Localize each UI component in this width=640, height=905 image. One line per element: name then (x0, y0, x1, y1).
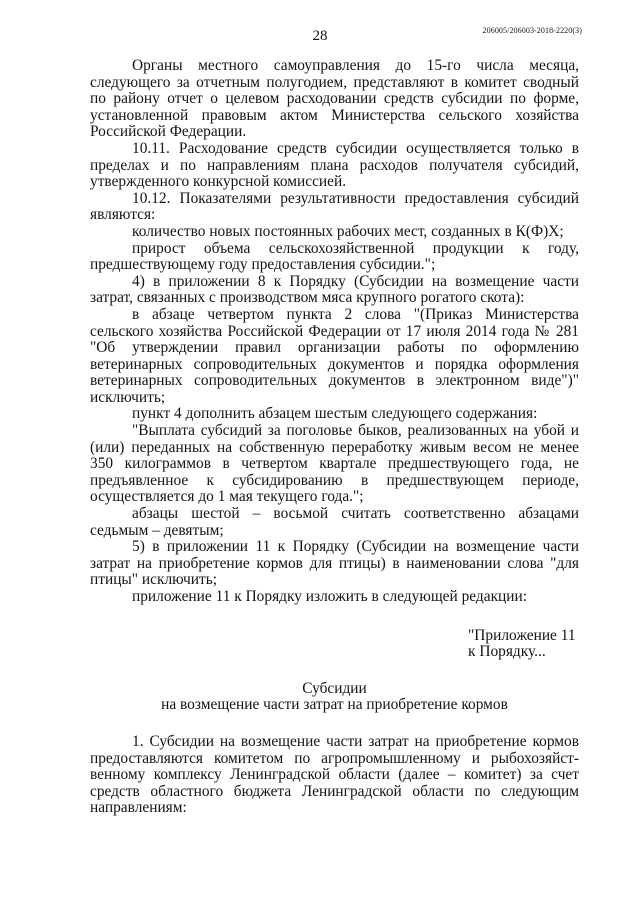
page-number: 28 (312, 28, 328, 44)
paragraph: прирост объема сельскохозяйственной продукции к году, предшествующему году предоставления субсидии."; (90, 239, 579, 274)
paragraph: 1. Субсидии на возмещение части затрат на приобретение кормов предоставляются комитетом по агропромышленному и рыбохозяйст-венному комплексу Ленинградской области (далее – комитет) за счет средств областного бюджета Ленинградской области по следующим направлениям: (90, 732, 579, 817)
paragraph: пункт 4 дополнить абзацем шестым следующего содержания: (132, 405, 538, 423)
appendix-reference-line: к Порядку... (468, 643, 546, 661)
appendix-reference-line: "Приложение 11 (468, 626, 576, 644)
section-subtitle: на возмещение части затрат на приобретение кормов (161, 696, 508, 714)
paragraph: абзацы шестой – восьмой считать соответственно абзацами седьмым – девятым; (90, 505, 579, 539)
paragraph: 5) в приложении 11 к Порядку (Субсидии на возмещение части затрат на приобретение кормов для птицы) в наименовании слова "для птицы" исключить; (90, 538, 579, 589)
paragraph: в абзаце четвертом пункта 2 слова "(Приказ Министерства сельского хозяйства Российской Федерации от 17 июля 2014 года № 281 "Об утверждении правил организации работы по оформлению ветеринарных сопроводительных документов и порядка оформления ветеринарных сопроводительных документов в электронном виде")" исключить; (90, 305, 579, 406)
paragraph: Органы местного самоуправления до 15-го числа месяца, следующего за отчетным полугодием, представляют в комитет сводный по району отчет о целевом расходовании средств субсидии по форме, установленной правовым актом Министерства сельского хозяйства Российской Федерации. (90, 57, 579, 141)
paragraph: "Выплата субсидий за поголовье быков, реализованных на убой и (или) переданных на собственную переработку живым весом не менее 350 килограммов в четвертом квартале предшествующего года, не предъявленное к субсидированию в предшествующем периоде, осуществляется до 1 мая текущего года."; (90, 422, 579, 506)
paragraph: количество новых постоянных рабочих мест, созданных в К(Ф)Х; (132, 222, 564, 240)
paragraph: приложение 11 к Порядку изложить в следующей редакции: (132, 588, 528, 605)
paragraph: 4) в приложении 8 к Порядку (Субсидии на возмещение части затрат, связанных с производством мяса крупного рогатого скота): (90, 272, 579, 307)
document-code: 206005/206003-2018-2220(3) (482, 26, 582, 35)
paragraph: 10.12. Показателями результативности предоставления субсидий являются: (90, 189, 579, 224)
section-title: Субсидии (302, 679, 367, 697)
document-body (90, 58, 579, 817)
paragraph: 10.11. Расходование средств субсидии осуществляется только в пределах и по направлениям плана расходов получателя субсидий, утвержденного конкурсной комиссией. (90, 139, 579, 191)
